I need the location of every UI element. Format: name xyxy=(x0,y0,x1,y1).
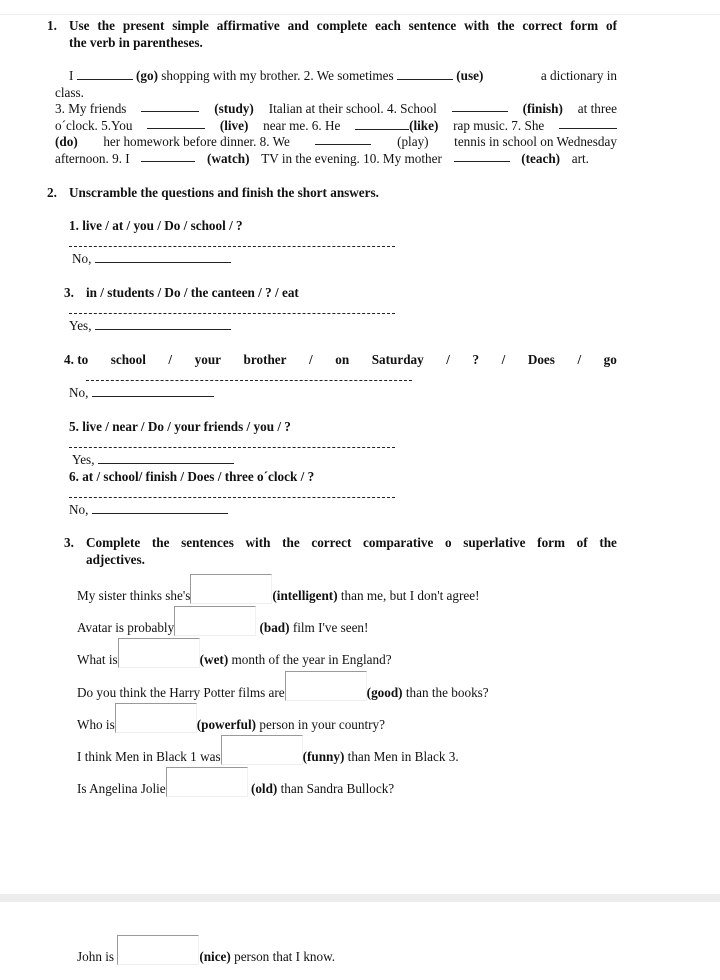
section-3-title-word-11: the xyxy=(599,535,617,550)
comparative-input-7[interactable] xyxy=(166,767,248,797)
section-3-title-word-6: comparative xyxy=(363,535,434,550)
question-3-word-5: / xyxy=(309,352,313,367)
answer-blank-2[interactable] xyxy=(397,69,453,80)
question-5: 6. at / school/ finish / Does / three o´clock / ? xyxy=(69,469,315,484)
answer-blank-1[interactable] xyxy=(77,69,133,80)
section-3-title-word-5: correct xyxy=(311,535,352,550)
question-3-word-8: / xyxy=(446,352,450,367)
section-3-title-word-2: sentences xyxy=(181,535,234,550)
question-2: in / students / Do / the canteen / ? / eat xyxy=(86,285,299,300)
section-3-title-word-10: of xyxy=(576,535,588,550)
short-answer-1: No, xyxy=(72,251,231,267)
answer-line-3[interactable] xyxy=(86,380,412,381)
question-3-word-9: ? xyxy=(472,352,480,367)
section-1-number: 1. xyxy=(47,18,57,33)
section-2-number: 2. xyxy=(47,185,57,200)
section-3-title-word-3: with xyxy=(245,535,271,550)
short-answer-blank-5[interactable] xyxy=(92,503,228,514)
comparative-input-2[interactable] xyxy=(174,606,256,636)
comparative-sentence-5: Who is (powerful) person in your country? xyxy=(77,703,385,733)
answer-line-2[interactable] xyxy=(69,313,395,314)
page-break xyxy=(0,894,720,902)
answer-blank-10[interactable] xyxy=(454,151,510,162)
question-3-word-4: brother xyxy=(243,352,287,367)
question-3-word-10: / xyxy=(501,352,506,367)
answer-blank-6[interactable] xyxy=(355,119,409,130)
short-answer-3: No, xyxy=(69,385,214,401)
question-3-word-7: Saturday xyxy=(371,352,424,367)
short-answer-4: Yes, xyxy=(72,452,234,468)
question-1: 1. live / at / you / Do / school / ? xyxy=(69,218,243,233)
comparative-input-4[interactable] xyxy=(285,671,367,701)
comparative-sentence-4: Do you think the Harry Potter films are (good) than the books? xyxy=(77,671,489,701)
section-1-title-line1: Use the present simple affirmative and complete each sentence with the correct form of xyxy=(69,18,617,33)
section-3-title-word-4: the xyxy=(282,535,300,550)
question-3-word-12: / xyxy=(577,352,582,367)
answer-blank-9[interactable] xyxy=(141,151,195,162)
section-1-exercise-text xyxy=(55,68,617,168)
comparative-sentence-6: I think Men in Black 1 was (funny) than Men in Black 3. xyxy=(77,735,459,765)
section-3-title-word-7: o xyxy=(444,535,452,550)
section-1-title-line2: the verb in parentheses. xyxy=(69,35,203,50)
section-3-number: 3. xyxy=(64,535,74,550)
comparative-sentence-8: John is (nice) person that I know. xyxy=(77,935,335,965)
section-3-title-line2: adjectives. xyxy=(86,552,145,567)
section-3-title-word-0: Complete xyxy=(86,535,141,550)
exercise-line-2: class. xyxy=(55,84,84,100)
answer-blank-4[interactable] xyxy=(452,101,508,112)
short-answer-blank-2[interactable] xyxy=(95,319,231,330)
section-3-title-line1 xyxy=(86,535,617,551)
question-3-word-0: 4. to xyxy=(64,352,89,367)
comparative-sentence-2: Avatar is probably (bad) film I've seen! xyxy=(77,606,368,636)
exercise-line-1: I (go) shopping with my brother. 2. We sometimes (use) a dictionary in xyxy=(69,68,617,83)
answer-blank-5[interactable] xyxy=(147,118,205,129)
question-3-word-11: Does xyxy=(527,352,555,367)
page-top-edge xyxy=(0,0,720,15)
short-answer-blank-4[interactable] xyxy=(98,453,234,464)
answer-line-1[interactable] xyxy=(69,246,395,247)
comparative-sentence-7: Is Angelina Jolie (old) than Sandra Bullock? xyxy=(77,767,394,797)
comparative-sentence-1: My sister thinks she's (intelligent) than me, but I don't agree! xyxy=(77,574,480,604)
question-4: 5. live / near / Do / your friends / you / ? xyxy=(69,419,291,434)
answer-blank-3[interactable] xyxy=(141,101,199,112)
question-3 xyxy=(64,352,617,368)
comparative-input-1[interactable] xyxy=(190,574,272,604)
comparative-input-8[interactable] xyxy=(117,935,199,965)
question-3-word-6: on xyxy=(335,352,350,367)
answer-line-5[interactable] xyxy=(69,497,395,498)
section-2-title: Unscramble the questions and finish the short answers. xyxy=(69,185,379,200)
exercise-line-5: (do) her homework before dinner. 8. We (play) tennis in school on Wednesday xyxy=(55,134,617,150)
exercise-line-6: afternoon. 9. I (watch) TV in the evening. 10. My mother (teach) art. xyxy=(55,150,589,166)
answer-blank-7[interactable] xyxy=(559,118,617,129)
question-2-number: 3. xyxy=(64,285,74,300)
short-answer-5: No, xyxy=(69,502,228,518)
short-answer-blank-1[interactable] xyxy=(95,252,231,263)
question-3-word-2: / xyxy=(168,352,173,367)
comparative-input-3[interactable] xyxy=(118,638,200,668)
section-3-title-word-9: form xyxy=(537,535,565,550)
exercise-line-4: o´clock. 5.You (live) near me. 6. He (like) rap music. 7. She xyxy=(55,118,617,135)
section-3-title-word-8: superlative xyxy=(463,535,526,550)
question-3-word-1: school xyxy=(110,352,146,367)
exercise-line-3: 3. My friends (study) Italian at their school. 4. School (finish) at three xyxy=(55,101,617,117)
answer-line-4[interactable] xyxy=(69,447,395,448)
answer-blank-8[interactable] xyxy=(315,134,371,145)
question-3-word-13: go xyxy=(603,352,617,367)
comparative-input-5[interactable] xyxy=(115,703,197,733)
short-answer-blank-3[interactable] xyxy=(92,386,214,397)
question-3-word-3: your xyxy=(194,352,221,367)
comparative-input-6[interactable] xyxy=(221,735,303,765)
section-3-title-word-1: the xyxy=(151,535,170,550)
comparative-sentence-3: What is (wet) month of the year in England? xyxy=(77,638,392,668)
short-answer-2: Yes, xyxy=(69,318,231,334)
